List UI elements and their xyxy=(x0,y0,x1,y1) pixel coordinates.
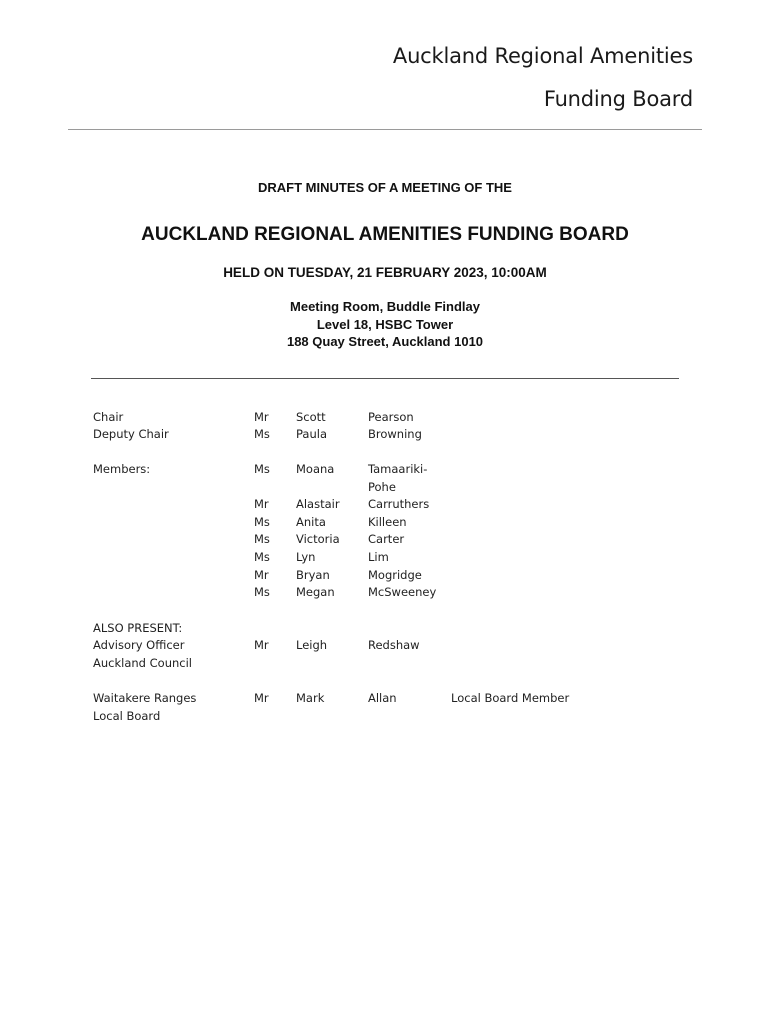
attendee-first-name: Scott xyxy=(296,410,326,424)
organisation-label: Local Board xyxy=(93,709,161,723)
attendee-title: Mr xyxy=(254,568,269,582)
attendee-title: Ms xyxy=(254,462,270,476)
attendee-last-name-cont: Pohe xyxy=(368,480,396,494)
attendee-first-name: Leigh xyxy=(296,638,328,652)
role-label: Deputy Chair xyxy=(93,427,169,441)
attendee-last-name: McSweeney xyxy=(368,585,437,599)
attendee-first-name: Mark xyxy=(296,691,325,705)
attendee-last-name: Pearson xyxy=(368,410,414,424)
venue-room: Meeting Room, Buddle Findlay xyxy=(290,299,480,314)
attendee-last-name: Carter xyxy=(368,532,405,546)
attendee-last-name: Carruthers xyxy=(368,497,430,511)
attendee-first-name: Victoria xyxy=(296,532,340,546)
venue-level: Level 18, HSBC Tower xyxy=(316,317,454,332)
attendee-note: Local Board Member xyxy=(451,691,570,705)
board-title: AUCKLAND REGIONAL AMENITIES FUNDING BOARD xyxy=(141,224,629,245)
attendee-first-name: Bryan xyxy=(296,568,330,582)
also-present-label: ALSO PRESENT: xyxy=(93,621,183,635)
attendee-title: Ms xyxy=(254,550,270,564)
attendee-last-name: Tamaariki- xyxy=(368,462,428,476)
attendee-title: Mr xyxy=(254,497,269,511)
attendee-last-name: Allan xyxy=(368,691,397,705)
attendee-last-name: Browning xyxy=(368,427,422,441)
members-label: Members: xyxy=(93,462,151,476)
attendee-last-name: Redshaw xyxy=(368,638,420,652)
header-line-1: Auckland Regional Amenities xyxy=(392,44,693,68)
attendee-first-name: Moana xyxy=(296,462,335,476)
attendee-first-name: Anita xyxy=(296,515,326,529)
attendee-first-name: Megan xyxy=(296,585,335,599)
header-line-2: Funding Board xyxy=(543,87,693,111)
section-divider xyxy=(91,378,679,379)
attendee-last-name: Killeen xyxy=(368,515,407,529)
role-label: Chair xyxy=(93,410,124,424)
venue-street: 188 Quay Street, Auckland 1010 xyxy=(286,334,484,349)
meeting-date: HELD ON TUESDAY, 21 FEBRUARY 2023, 10:00AM xyxy=(223,265,547,280)
attendee-title: Ms xyxy=(254,585,270,599)
attendee-title: Mr xyxy=(254,410,269,424)
attendee-title: Ms xyxy=(254,532,270,546)
draft-heading: DRAFT MINUTES OF A MEETING OF THE xyxy=(258,180,512,195)
role-label: Waitakere Ranges xyxy=(93,691,197,705)
organisation-label: Auckland Council xyxy=(93,656,192,670)
attendee-first-name: Alastair xyxy=(296,497,340,511)
role-label: Advisory Officer xyxy=(93,638,185,652)
attendee-last-name: Lim xyxy=(368,550,389,564)
attendee-title: Ms xyxy=(254,515,270,529)
attendee-last-name: Mogridge xyxy=(368,568,422,582)
attendee-title: Ms xyxy=(254,427,270,441)
attendee-title: Mr xyxy=(254,691,269,705)
attendee-first-name: Lyn xyxy=(296,550,316,564)
header-divider xyxy=(68,129,702,130)
attendee-title: Mr xyxy=(254,638,269,652)
attendee-first-name: Paula xyxy=(296,427,327,441)
